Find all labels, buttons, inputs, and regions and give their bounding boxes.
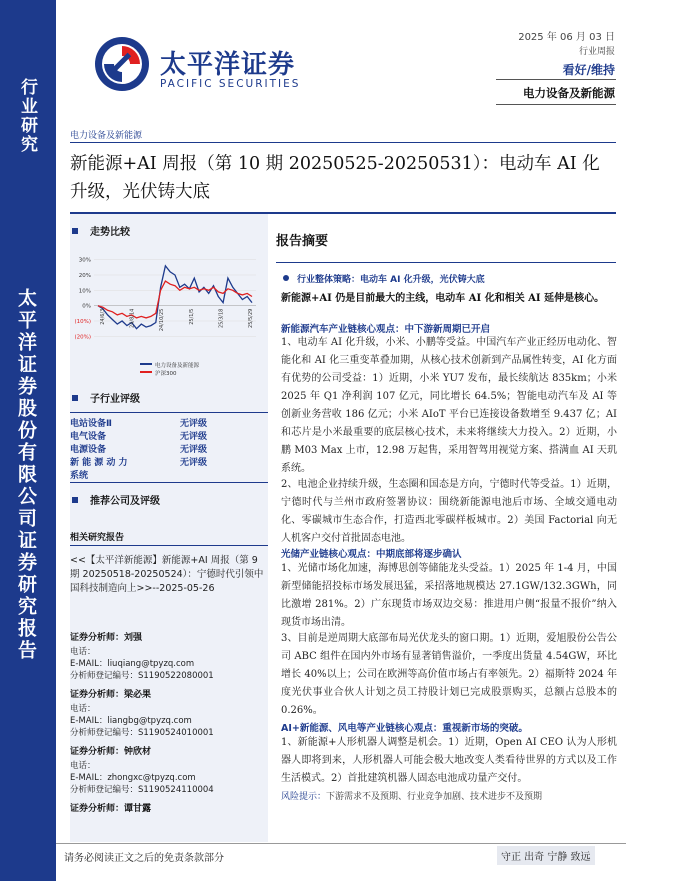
header-rule-bottom [496, 104, 616, 105]
related-report-link[interactable]: <<【太平洋新能源】新能源+AI 周报（第 9 期 20250518-20250524）：宁德时代引领中国科技制造向上>>--2025-05-26 [70, 555, 264, 594]
rating-row [70, 468, 240, 481]
x-tick-label: 24/6/3 [100, 308, 106, 325]
sub-industry-section-title [72, 390, 140, 405]
rating-row [70, 429, 240, 442]
logo-en-text: PACIFIC SECURITIES [160, 78, 301, 90]
sidebar-company-label: 太平洋证券股份有限公司证券研究报告 [15, 288, 37, 662]
rating-rule-bottom [70, 482, 268, 483]
rating-value [180, 468, 240, 481]
analyst-block [70, 630, 266, 682]
y-tick-label: 30% [78, 257, 91, 264]
y-tick-label: (20%) [74, 334, 91, 341]
analyst-email[interactable]: E-MAIL：liangbg@tpyzq.com [70, 716, 192, 726]
x-tick-label: 25/5/29 [248, 308, 254, 328]
breadcrumb: 电力设备及新能源 [70, 131, 143, 141]
analyst-phone: 电话： [70, 647, 96, 657]
analyst-label: 证券分析师：刘强 [70, 633, 143, 643]
analyst-phone: 电话： [70, 761, 96, 771]
rating-badge: 看好/维持 [562, 63, 615, 77]
footer-rule [56, 843, 626, 844]
sector-label: 电力设备及新能源 [523, 86, 615, 100]
sec1-paragraph-2: 2、电池企业持续升级，生态圈和国态是方向，宁德时代等受益。1）近期，宁德时代与兰州市政府签署协议：围绕新能源电池后市场、全域交通电动化、零碳城市生态合作，打造西北零碳样板城市。2）美国 Factorial 向无人机客户交付首批固态电池。 [281, 479, 617, 544]
analyst-cert: 分析师登记编号：S1190524010001 [70, 728, 214, 738]
sec2-paragraph-2: 3、目前是逆周期大底部布局光伏龙头的窗口期。1）近期，爱旭股份公告公司 ABC 组件在国内外市场有显著销售溢价，一季度出货量 4.54GW，环比增长 40%以上；公司在欧洲等高价值市场占有率领先。2）福斯特 2024 年度光伏事业合伙人计划之员工持股计划已完成股票购买，总额占总股本的 0.26%。 [281, 633, 617, 716]
rating-row [70, 455, 240, 468]
trend-title: 走势比较 [90, 227, 130, 238]
analyst-block [70, 687, 266, 739]
report-type: 行业周报 [578, 47, 615, 57]
analyst-email[interactable]: E-MAIL：zhongxc@tpyzq.com [70, 773, 196, 783]
logo-cn-text: 太平洋证券 [160, 50, 296, 80]
bullet-dot-icon [283, 275, 289, 281]
sidebar-band [0, 0, 56, 881]
summary-rule [276, 262, 616, 263]
x-tick-label: 24/8/14 [129, 308, 136, 328]
sec1-paragraph-1: 1、电动车 AI 化升级，小米、小鹏等受益。中国汽车产业正经历电动化、智能化和 AI 化三重变革叠加期，从核心技术创新到产品属性转变，AI 化方面有优势的公司受益：1）近期，小米 YU7 发布，最长续航达 835km；小米 2025 年 Q1 净利润 107 亿元，同比增长 64.5%；智能电动汽车及 AI 等创新业务营收 186 亿元；小米 AIoT 平台已连接设备数增至 9.437 亿；AI 和芯片是小米最重要的底层核心技术，未来将继续大力投入。2）近期，小鹏 M03 Max 上市，12.98 万起售，采用智驾用视觉方案、搭满血 AI 天玑系统。 [281, 337, 617, 474]
sec2-paragraph-1: 1、光储市场化加速，海博思创等储能龙头受益。1）2025 年 1-4 月，中国新型储能招投标市场发展迅猛，采招落地规模达 27.1GW/132.3GWh，同比激增 281%。2）广东现货市场双边交易：推进用户侧“报量不报价”纳入现货市场出清。 [281, 563, 617, 628]
y-tick-label: 20% [78, 273, 91, 279]
legend-label-hs300: 沪深300 [155, 371, 177, 377]
rating-name: 电气设备 [70, 432, 107, 442]
title-rule [70, 142, 616, 143]
rating-value: 无评级 [180, 445, 208, 455]
legend-item-sector [140, 362, 199, 370]
analyst-email[interactable]: E-MAIL：liuqiang@tpyzq.com [70, 659, 195, 669]
x-tick-label: 25/1/5 [188, 308, 195, 325]
rating-name: 系统 [70, 471, 89, 481]
risk-text: 下游需求不及预期、行业竞争加剧、技术进步不及预期 [326, 792, 543, 802]
y-tick-label: 0% [82, 303, 91, 310]
analyst-cert: 分析师登记编号：S1190522080001 [70, 671, 214, 681]
series-line-hs300 [98, 281, 252, 318]
footer-slogan: 守正 出奇 宁静 致远 [497, 846, 595, 865]
header-rule-top [496, 79, 616, 80]
trend-section-title [72, 223, 130, 238]
rating-name: 电源设备 [70, 445, 107, 455]
y-tick-label: (10%) [74, 319, 91, 325]
sidebar-section-label: 行业研究 [17, 78, 37, 154]
analyst-cert: 分析师登记编号：S1190524110004 [70, 785, 214, 795]
analyst-block [70, 801, 266, 817]
sec3-paragraph-1: 1、新能源+人形机器人调整是机会。1）近期，Open AI CEO 认为人形机器人即将到来，人形机器人可能会极大地改变人类看待世界的方式以及工作生活模式。2）首批建筑机器人固态电池成功量产交付。 [281, 737, 617, 784]
related-section-title: 相关研究报告 [70, 533, 125, 543]
x-tick-label: 25/3/18 [218, 308, 225, 328]
analyst-label: 证券分析师：梁必果 [70, 690, 152, 700]
pacific-logo-icon [92, 34, 152, 94]
analyst-label: 证券分析师：谭甘露 [70, 804, 152, 814]
footer-disclaimer: 请务必阅读正文之后的免责条款部分 [64, 853, 224, 864]
chart-legend [140, 362, 199, 378]
recommend-title: 推荐公司及评级 [90, 496, 160, 507]
report-date: 2025 年 06 月 03 日 [518, 32, 615, 43]
rating-name: 电站设备Ⅱ [70, 419, 112, 429]
page-title-line1: 新能源+AI 周报（第 10 期 20250525-20250531）：电动车 AI 化 [70, 154, 600, 174]
related-rule [70, 545, 268, 546]
sub-industry-table [70, 416, 240, 481]
y-tick-label: 10% [78, 288, 91, 295]
sec3-title: AI+新能源、风电等产业链核心观点：重视新市场的突破。 [281, 723, 528, 734]
bullet-square-icon [72, 228, 78, 234]
risk-line [281, 789, 542, 802]
sec2-title: 光储产业链核心观点：中期底部将逐步确认 [281, 549, 462, 560]
main-line: 新能源+AI 仍是目前最大的主线，电动车 AI 化和相关 AI 延伸是核心。 [281, 293, 605, 304]
rating-value: 无评级 [180, 419, 208, 429]
analyst-list [70, 630, 266, 822]
rating-row [70, 442, 240, 455]
analyst-block [70, 744, 266, 796]
rating-value: 无评级 [180, 458, 208, 468]
analyst-label: 证券分析师：钟欣材 [70, 747, 152, 757]
bullet-square-icon [72, 497, 78, 503]
analyst-phone: 电话： [70, 704, 96, 714]
strategy-line [283, 272, 485, 285]
rating-row [70, 416, 240, 429]
page-title-line2: 升级，光伏铸大底 [70, 182, 210, 202]
strategy-text: 行业整体策略：电动车 AI 化升级，光伏铸大底 [297, 275, 485, 285]
company-logo [92, 34, 312, 106]
sub-industry-title: 子行业评级 [90, 394, 140, 405]
rating-rule-top [70, 412, 268, 413]
rating-value: 无评级 [180, 432, 208, 442]
legend-label-sector: 电力设备及新能源 [155, 363, 200, 369]
x-tick-label: 24/10/25 [159, 308, 166, 332]
bullet-square-icon [72, 395, 78, 401]
sec1-title: 新能源汽车产业链核心观点：中下游新周期已开启 [281, 324, 491, 335]
rating-name: 新 能 源 动 力 [70, 458, 128, 468]
summary-title: 报告摘要 [276, 234, 329, 249]
risk-label: 风险提示： [281, 792, 327, 802]
legend-item-hs300 [140, 370, 199, 378]
recommend-section-title [72, 492, 160, 507]
